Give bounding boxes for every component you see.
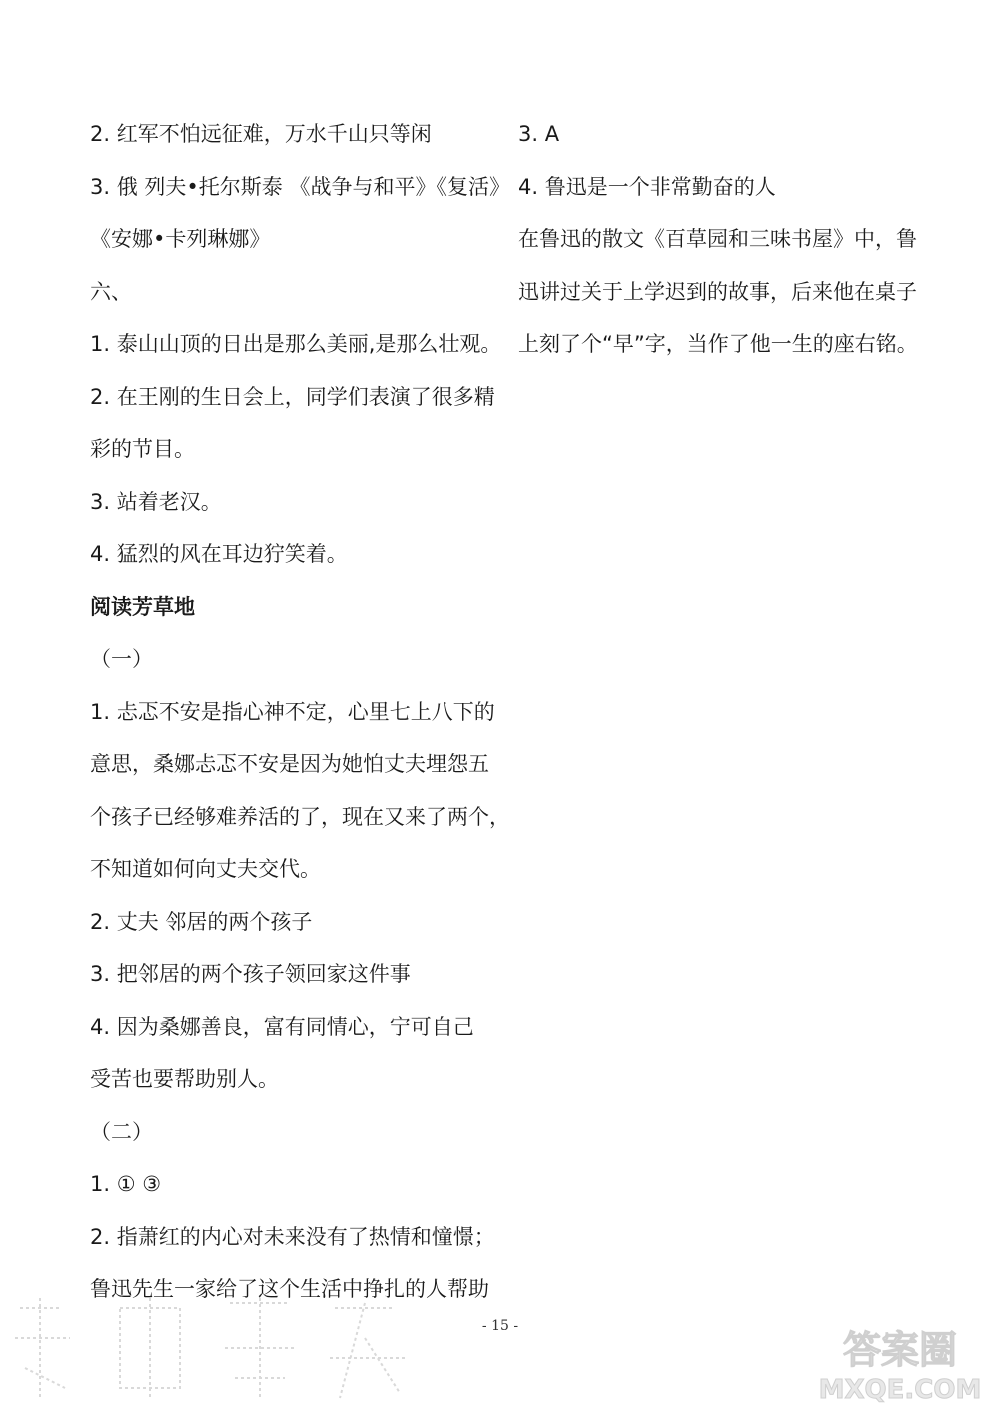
left-column-line: 不知道如何向丈夫交代。	[90, 857, 321, 881]
left-column-line: 阅读芳草地	[90, 594, 195, 619]
left-column-line: 1. 泰山山顶的日出是那么美丽,是那么壮观。	[90, 332, 502, 356]
left-column-line: 彩的节目。	[90, 437, 195, 461]
left-column-line: 2. 丈夫 邻居的两个孩子	[90, 909, 313, 934]
left-column-line: 4. 因为桑娜善良，富有同情心，宁可自己	[90, 1014, 474, 1039]
watermark-right-title: 答案圈	[842, 1328, 958, 1372]
left-column-line: 2. 指萧红的内心对未来没有了热情和憧憬；	[90, 1224, 495, 1249]
left-column-line: （一）	[90, 647, 153, 671]
left-column-line: 鲁迅先生一家给了这个生活中挣扎的人帮助	[90, 1277, 489, 1301]
left-column-line: 六、	[90, 279, 132, 304]
left-column-line: 2. 在王刚的生日会上，同学们表演了很多精	[90, 384, 495, 409]
left-column-line: 2. 红军不怕远征难，万水千山只等闲	[90, 122, 432, 146]
right-column	[518, 108, 918, 371]
watermark-right-logo	[800, 1318, 1000, 1408]
watermark-right-url: MXQE.COM	[818, 1375, 982, 1405]
page-number: - 15 -	[481, 1318, 519, 1334]
left-column-line: 《安娜•卡列琳娜》	[90, 227, 271, 251]
left-column-line: 3. 站着老汉。	[90, 489, 222, 514]
left-column-line: 3. 俄 列夫•托尔斯泰 《战争与和平》《复活》	[90, 174, 510, 199]
left-column-line: 意思，桑娜忐忑不安是因为她怕丈夫埋怨五	[90, 752, 489, 776]
left-column-line: 1. ① ③	[90, 1172, 162, 1196]
left-column-line: 个孩子已经够难养活的了，现在又来了两个，	[90, 804, 510, 829]
left-column	[90, 108, 510, 1316]
left-column-line: 受苦也要帮助别人。	[90, 1067, 279, 1091]
left-column-line: 3. 把邻居的两个孩子领回家这件事	[90, 962, 411, 986]
watermark-left-logo	[0, 1278, 430, 1408]
right-column-line: 在鲁迅的散文《百草园和三味书屋》中，鲁	[518, 227, 917, 251]
left-column-line: 1. 忐忑不安是指心神不定，心里七上八下的	[90, 699, 495, 724]
left-column-line: （二）	[90, 1119, 153, 1144]
right-column-line: 4. 鲁迅是一个非常勤奋的人	[518, 174, 776, 199]
right-column-line: 3. A	[518, 122, 560, 146]
right-column-line: 上刻了个“早”字，当作了他一生的座右铭。	[518, 332, 918, 356]
left-column-line: 4. 猛烈的风在耳边狞笑着。	[90, 542, 348, 566]
right-column-line: 迅讲过关于上学迟到的故事，后来他在桌子	[518, 279, 917, 304]
